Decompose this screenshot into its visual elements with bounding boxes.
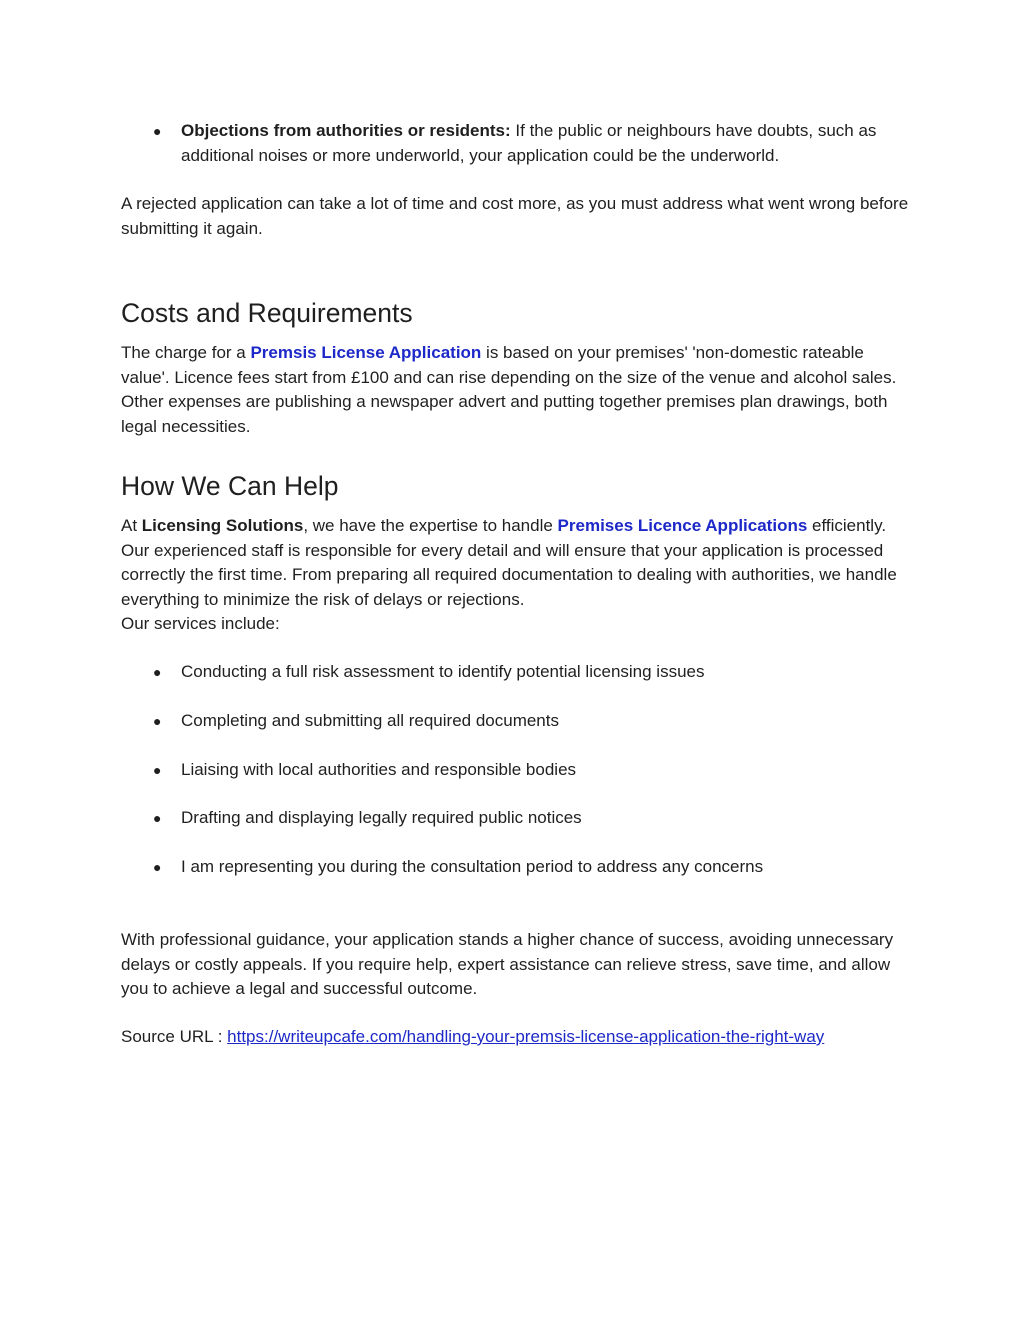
list-item: [0, 758, 921, 783]
source-label: Source URL :: [121, 1027, 228, 1046]
list-item: [0, 806, 921, 831]
service-text: Completing and submitting all required documents: [181, 710, 559, 730]
company-name: Licensing Solutions: [141, 516, 304, 535]
objections-text: If the public or neighbours have doubts, such as additional noises or more underworld, your application could be the underworld.: [181, 121, 877, 165]
bullet-icon: ●: [153, 810, 162, 827]
premises-licence-link[interactable]: Premises Licence Applications: [557, 516, 808, 535]
bullet-icon: ●: [153, 761, 162, 778]
bullet-icon: ●: [153, 712, 162, 729]
list-item: [0, 119, 921, 168]
objections-label: Objections from authorities or residents:: [181, 121, 511, 140]
list-item: [0, 855, 921, 880]
service-text: Liaising with local authorities and responsible bodies: [181, 759, 577, 779]
help-heading: How We Can Help: [121, 471, 339, 501]
source-line: [121, 1025, 921, 1050]
costs-paragraph: [121, 341, 911, 439]
bullet-icon: ●: [153, 664, 162, 680]
costs-heading: Costs and Requirements: [121, 298, 413, 328]
help-text-pre: At: [121, 516, 142, 535]
service-text: Conducting a full risk assessment to identify potential licensing issues: [181, 662, 705, 681]
rejected-paragraph: A rejected application can take a lot of time and cost more, as you must address what went wrong before submitting it again.: [121, 194, 909, 238]
service-text: I am representing you during the consultation period to address any concerns: [181, 857, 764, 877]
services-intro: Our services include:: [121, 614, 280, 633]
costs-text-post: is based on your premises' 'non-domestic rateable value'. Licence fees start from £100 and can rise depending on the size of the venue and alcohol sales. Other expenses are publishing a newspaper advert and putting together premises plan drawings, both legal necessities.: [121, 343, 897, 436]
premsis-license-link[interactable]: Premsis License Application: [250, 343, 482, 362]
help-text-post: efficiently. Our experienced staff is responsible for every detail and will ensure that your application is processed correctly the first time. From preparing all required documentation to dealing with authorities, we handle everything to minimize the risk of delays or rejections.: [121, 516, 897, 609]
bullet-icon: ●: [153, 859, 162, 876]
bullet-icon: ●: [153, 123, 162, 139]
list-item: [0, 660, 921, 685]
help-paragraph: [121, 514, 911, 612]
source-url-link[interactable]: https://writeupcafe.com/handling-your-premsis-license-application-the-right-way: [227, 1027, 825, 1046]
help-text-mid: , we have the expertise to handle: [303, 516, 558, 535]
closing-paragraph: With professional guidance, your application stands a higher chance of success, avoiding unnecessary delays or costly appeals. If you require help, expert assistance can relieve stress, save time, and allow you to achieve a legal and successful outcome.: [121, 930, 894, 998]
services-list: [0, 660, 1024, 880]
costs-text-pre: The charge for a: [121, 343, 251, 362]
list-item: [0, 709, 921, 734]
service-text: Drafting and displaying legally required public notices: [181, 808, 582, 828]
objections-list: [0, 119, 1024, 168]
